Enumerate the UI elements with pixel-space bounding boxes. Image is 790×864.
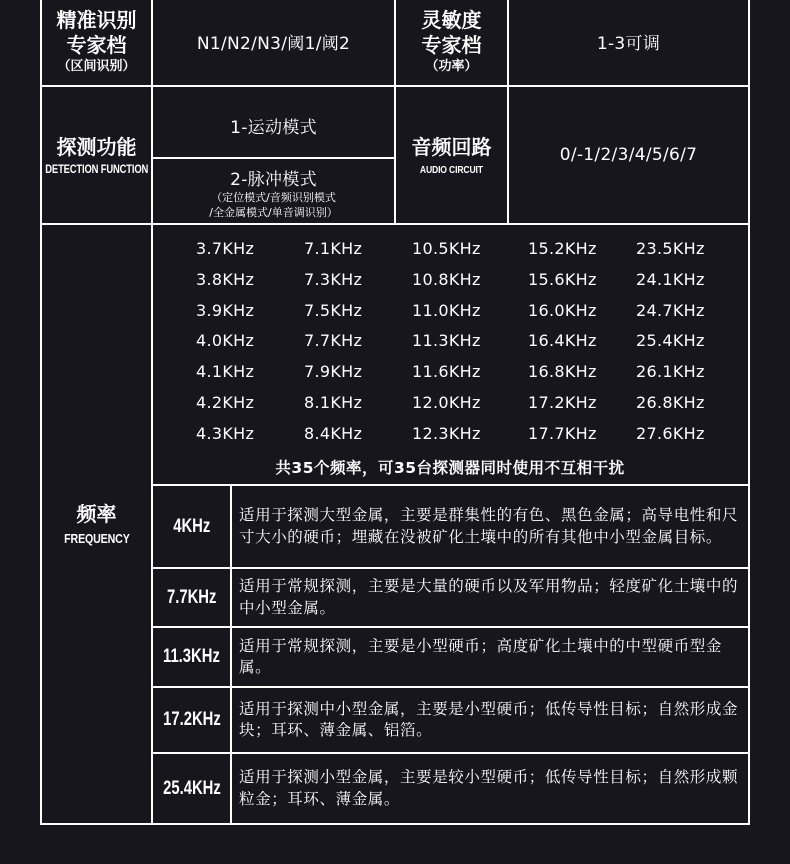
mode1-cell bbox=[151, 85, 396, 159]
sensitivity-value-cell bbox=[507, 0, 750, 87]
band-description: 适用于探测小型金属，主要是较小型硬币；低传导性目标；自然形成颗粒金；耳环、薄金属。 bbox=[239, 768, 739, 808]
frequency-row bbox=[152, 301, 748, 332]
frequency-value: 8.1KHz bbox=[304, 392, 363, 412]
precision-header-cell bbox=[40, 0, 153, 87]
precision-title-line1: 精准识别 bbox=[56, 8, 137, 32]
mode2-sub-line1: （定位模式/音频识别模式 bbox=[211, 191, 336, 204]
detection-title: 探测功能 bbox=[56, 134, 137, 159]
band-description: 适用于探测大型金属，主要是群集性的有色、黑色金属；高导电性和尺寸大小的硬币；埋藏在没被矿化土壤中的所有其他中小型金属目标。 bbox=[239, 506, 739, 546]
frequency-row bbox=[152, 239, 748, 270]
frequency-header-cell bbox=[40, 223, 153, 825]
audio-title: 音频回路 bbox=[411, 134, 492, 159]
frequency-value: 11.3KHz bbox=[412, 331, 481, 351]
band-description: 适用于常规探测，主要是大量的硬币以及军用物品；轻度矿化土壤中的中小型金属。 bbox=[239, 577, 739, 617]
frequency-value: 26.1KHz bbox=[636, 362, 705, 382]
audio-title-en: AUDIO CIRCUIT bbox=[420, 163, 483, 176]
frequency-value: 3.9KHz bbox=[196, 300, 255, 320]
frequency-value: 24.7KHz bbox=[636, 300, 705, 320]
sensitivity-title-line1: 灵敏度 bbox=[421, 8, 482, 32]
band-label bbox=[153, 486, 230, 567]
mode2-sub-line2: /全金属模式/单音调识别） bbox=[209, 206, 338, 219]
precision-value-cell bbox=[151, 0, 396, 87]
frequency-row bbox=[152, 331, 748, 362]
frequency-value: 12.3KHz bbox=[412, 423, 481, 443]
frequency-value: 4.1KHz bbox=[196, 362, 255, 382]
frequency-value: 7.9KHz bbox=[304, 362, 363, 382]
mode1-label: 1-运动模式 bbox=[230, 118, 317, 138]
frequency-value: 4.2KHz bbox=[196, 392, 255, 412]
band-label-text: 17.2KHz bbox=[162, 709, 221, 730]
frequency-value: 27.6KHz bbox=[636, 423, 705, 443]
frequency-value: 26.8KHz bbox=[636, 392, 705, 412]
mode2-label: 2-脉冲模式 bbox=[230, 170, 317, 190]
frequency-value: 16.8KHz bbox=[528, 362, 597, 382]
band-label bbox=[153, 754, 230, 823]
frequency-row bbox=[152, 270, 748, 301]
frequency-value: 4.0KHz bbox=[196, 331, 255, 351]
band-label bbox=[153, 628, 230, 686]
frequency-value: 3.7KHz bbox=[196, 239, 255, 258]
band-label bbox=[153, 688, 230, 752]
band-label-text: 7.7KHz bbox=[166, 586, 217, 608]
frequency-row bbox=[152, 424, 748, 455]
precision-subtitle: （区间识别） bbox=[57, 59, 136, 74]
frequency-value: 7.5KHz bbox=[304, 300, 363, 320]
frequency-value: 10.5KHz bbox=[412, 239, 481, 258]
sensitivity-title-line2: 专家档 bbox=[421, 33, 482, 57]
frequency-value: 7.3KHz bbox=[304, 269, 363, 289]
frequency-value: 8.4KHz bbox=[304, 423, 363, 443]
detection-title-en: DETECTION FUNCTION bbox=[45, 163, 148, 176]
frequency-title: 频率 bbox=[76, 502, 117, 526]
frequency-row bbox=[152, 362, 748, 393]
band-description: 适用于探测中小型金属，主要是小型硬币；低传导性目标；自然形成金块；耳环、薄金属、铝箔。 bbox=[239, 699, 739, 739]
band-label-divider bbox=[230, 484, 232, 825]
sensitivity-header-cell bbox=[394, 0, 509, 87]
frequency-value: 17.7KHz bbox=[528, 423, 597, 443]
frequency-grid bbox=[152, 239, 748, 455]
frequency-value: 15.2KHz bbox=[528, 239, 597, 258]
frequency-value: 24.1KHz bbox=[636, 269, 705, 289]
frequency-value: 12.0KHz bbox=[412, 392, 481, 412]
frequency-value: 3.8KHz bbox=[196, 269, 255, 289]
frequency-total-note: 共35个频率，可35台探测器同时使用不互相干扰 bbox=[275, 459, 625, 477]
frequency-value: 7.7KHz bbox=[304, 331, 363, 351]
frequency-value: 11.6KHz bbox=[412, 362, 481, 382]
audio-value: 0/-1/2/3/4/5/6/7 bbox=[559, 145, 698, 165]
audio-value-cell bbox=[507, 85, 750, 225]
precision-value: N1/N2/N3/阈1/阈2 bbox=[196, 34, 351, 54]
frequency-value: 11.0KHz bbox=[412, 300, 481, 320]
detection-header-cell bbox=[40, 85, 153, 225]
band-label bbox=[153, 569, 230, 626]
mode2-cell bbox=[151, 157, 396, 225]
frequency-value: 10.8KHz bbox=[412, 269, 481, 289]
frequency-value: 15.6KHz bbox=[528, 269, 597, 289]
band-label-text: 4KHz bbox=[172, 515, 211, 537]
frequency-value: 4.3KHz bbox=[196, 423, 255, 443]
precision-title-line2: 专家档 bbox=[66, 33, 127, 57]
frequency-title-en: FREQUENCY bbox=[63, 531, 130, 546]
frequency-value: 25.4KHz bbox=[636, 331, 705, 351]
frequency-value: 17.2KHz bbox=[528, 392, 597, 412]
frequency-value: 16.0KHz bbox=[528, 300, 597, 320]
sensitivity-subtitle: （功率） bbox=[425, 59, 478, 74]
sensitivity-value: 1-3可调 bbox=[596, 34, 661, 54]
frequency-value: 23.5KHz bbox=[636, 239, 705, 258]
band-label-text: 25.4KHz bbox=[162, 777, 221, 799]
band-description: 适用于常规探测，主要是小型硬币；高度矿化土壤中的中型硬币型金属。 bbox=[239, 636, 723, 676]
frequency-row bbox=[152, 393, 748, 424]
band-label-text: 11.3KHz bbox=[163, 646, 220, 667]
frequency-value: 16.4KHz bbox=[528, 331, 597, 351]
frequency-value: 7.1KHz bbox=[304, 239, 363, 258]
audio-header-cell bbox=[394, 85, 509, 225]
